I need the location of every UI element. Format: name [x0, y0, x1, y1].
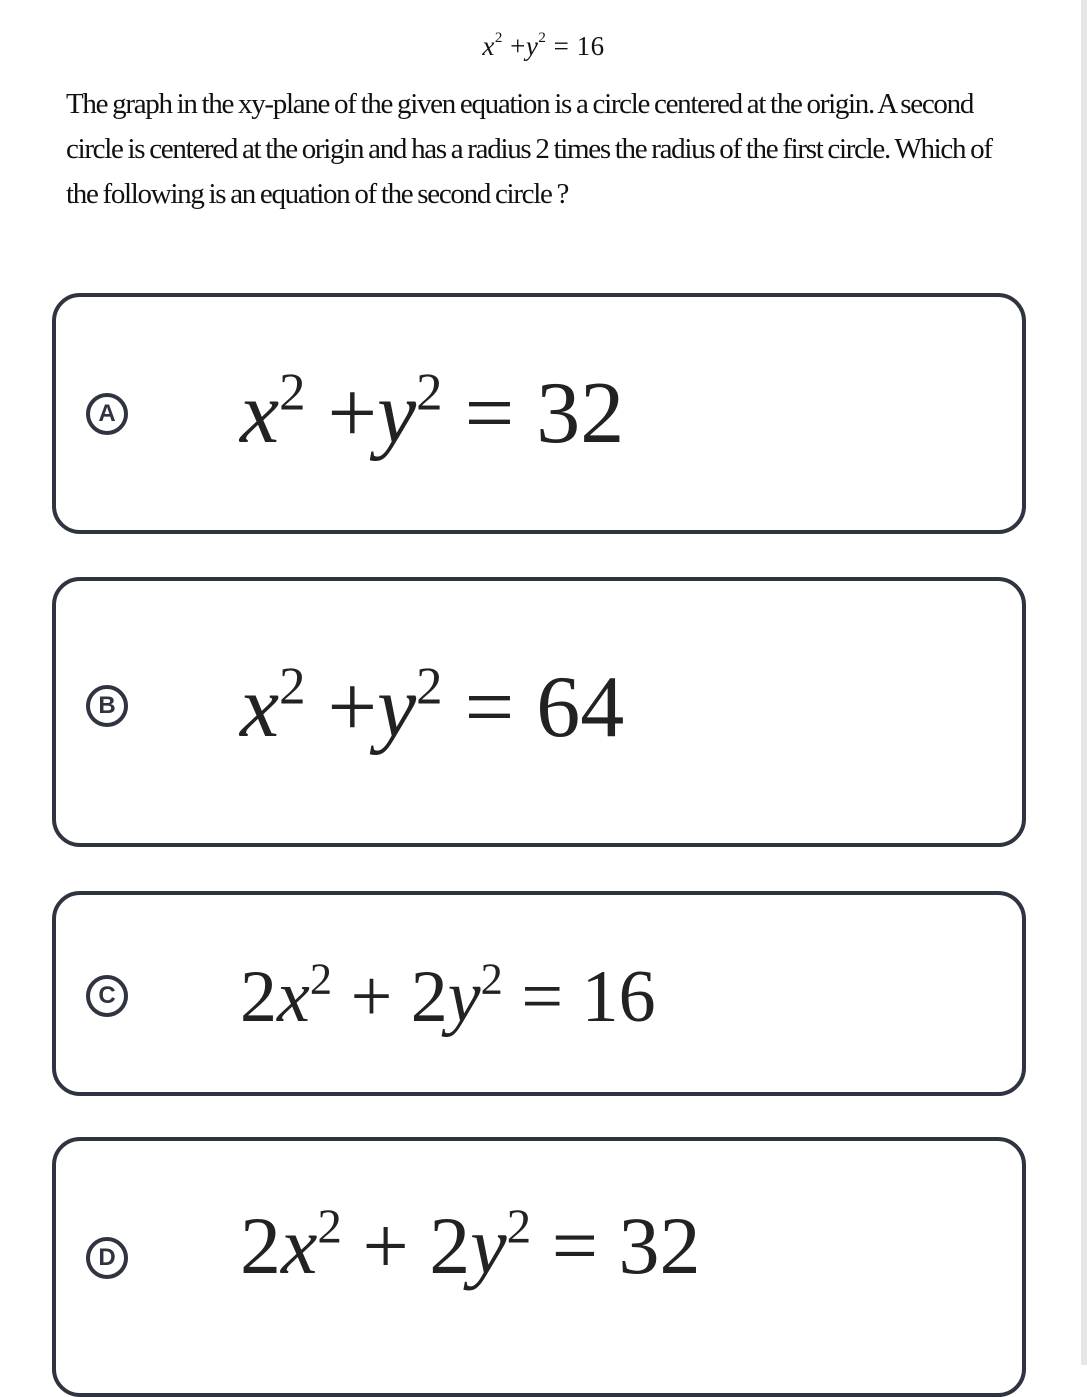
option-equation-c — [240, 955, 656, 1040]
option-b-exp-y: 2 — [416, 657, 443, 716]
given-eq-exp-y: 2 — [538, 30, 547, 46]
option-equation-a — [240, 363, 624, 464]
given-eq-x: x — [482, 31, 495, 61]
option-c-exp-y: 2 — [480, 953, 503, 1004]
option-letter-b: B — [86, 685, 128, 727]
option-equation-d — [240, 1199, 701, 1293]
given-equation — [0, 30, 1087, 62]
option-c-x: x — [277, 956, 310, 1038]
option-b-x: x — [240, 659, 280, 756]
option-d-x: x — [281, 1200, 318, 1291]
given-eq-exp-x: 2 — [494, 30, 503, 46]
option-b-exp-x: 2 — [279, 657, 306, 716]
option-c-plus: + — [350, 956, 393, 1038]
option-a-exp-x: 2 — [279, 363, 306, 422]
answer-option-a[interactable] — [52, 293, 1026, 534]
option-d-coef1: 2 — [240, 1200, 281, 1291]
option-b-y: y — [377, 659, 417, 756]
option-equation-b — [240, 657, 624, 758]
option-a-exp-y: 2 — [416, 363, 443, 422]
option-c-exp-x: 2 — [309, 953, 333, 1004]
given-eq-rhs: = 16 — [553, 31, 605, 61]
page-edge — [1081, 0, 1087, 1365]
given-eq-plus: + — [510, 31, 526, 61]
option-letter-a: A — [86, 393, 128, 435]
option-letter-c: C — [86, 975, 128, 1017]
answer-option-d[interactable] — [52, 1137, 1026, 1397]
option-letter-d: D — [86, 1237, 128, 1279]
option-d-plus: + — [362, 1200, 409, 1291]
option-a-x: x — [240, 365, 280, 462]
option-a-y: y — [377, 365, 417, 462]
answer-option-c[interactable] — [52, 891, 1026, 1096]
answer-option-b[interactable] — [52, 577, 1026, 847]
given-eq-y: y — [525, 31, 539, 61]
option-a-rhs: = 32 — [464, 365, 625, 462]
question-text: The graph in the xy-plane of the given equation is a circle centered at the origin. A second circle is centered at the origin and has a radius 2 times the radius of the first circle. Which of the following is an equation of the second circle ? — [66, 88, 992, 210]
option-b-plus: + — [327, 659, 378, 756]
option-b-rhs: = 64 — [464, 659, 625, 756]
option-c-y: y — [447, 956, 481, 1038]
option-c-coef1: 2 — [240, 956, 277, 1038]
option-c-coef2: 2 — [410, 956, 448, 1038]
option-d-rhs: = 32 — [551, 1200, 701, 1291]
option-d-y: y — [470, 1200, 507, 1291]
option-d-coef2: 2 — [429, 1200, 471, 1291]
option-c-rhs: = 16 — [521, 956, 656, 1038]
option-a-plus: + — [327, 365, 378, 462]
option-d-exp-x: 2 — [317, 1198, 342, 1254]
option-d-exp-y: 2 — [506, 1198, 532, 1254]
